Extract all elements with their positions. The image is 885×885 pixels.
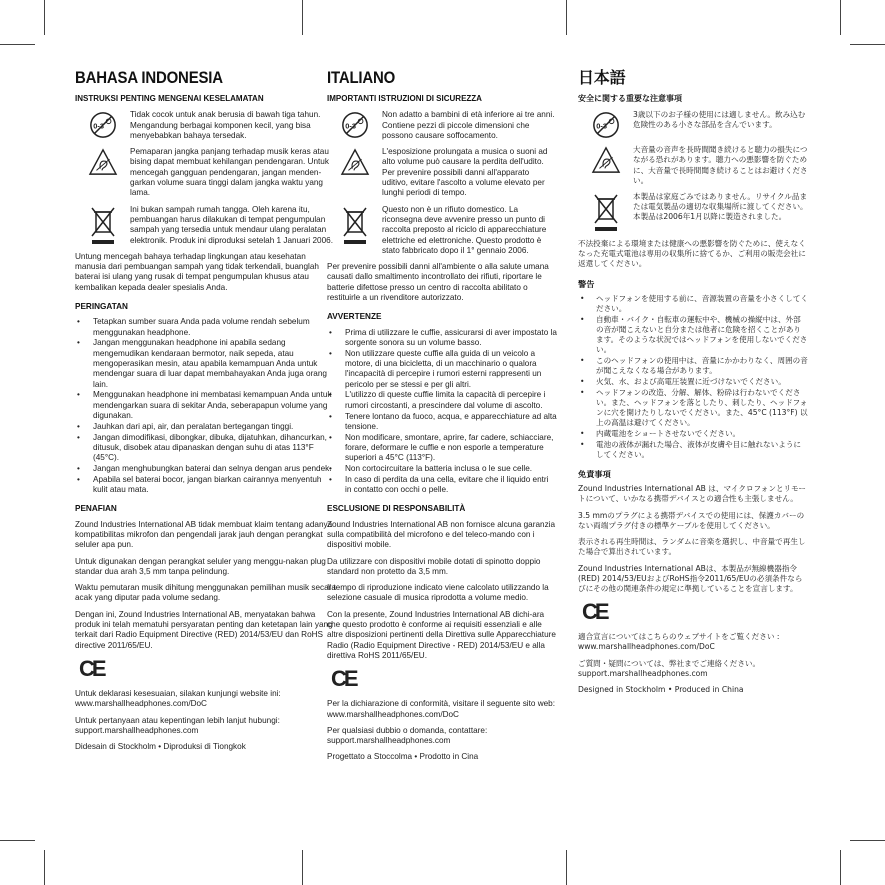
- disclaimer-paragraph: Zound Industries International AB non fornisce alcuna garanzia sulla compatibilità del microfono e del teleco-mando con i dispositivi mobile.: [327, 519, 556, 550]
- list-item: • Non utilizzare queste cuffie alla guida di un veicolo a motore, di una bicicletta, di un macchinario o qualora l'incapacità di percepire i rumori esterni rappresenti un pericolo per se stessi e per gli altri.: [327, 349, 557, 390]
- warnings-heading: AVVERTENZE: [327, 312, 382, 322]
- crop-mark: [0, 44, 35, 45]
- svg-text:0-3: 0-3: [344, 121, 356, 131]
- icon-row-hearing: [327, 147, 557, 198]
- disclaimer-paragraph: Zound Industries International ABは、本製品が無線機器指令 (RED) 2014/53/EUおよびRoHS指令2011/65/EUの必須条件ならびにその他の関連条件の規定に準拠していることを宣言します。: [578, 563, 803, 593]
- origin-line: Progettato a Stoccolma • Prodotto in Cina: [327, 752, 479, 762]
- disclaimer-paragraph: Untuk digunakan dengan perangkat seluler yang menggu-nakan plug standar dua arah 3,5 mm tanpa pelindung.: [75, 556, 326, 576]
- list-item: • In caso di perdita da una cella, evitare che il liquido entri in contatto con occhi o pelle.: [327, 475, 557, 496]
- list-item: • Jangan dimodifikasi, dibongkar, dibuka, dijatuhkan, dihancurkan, ditusuk, disobek atau dipanaskan dengan suhu di atas 113°F (45°C).: [75, 433, 337, 464]
- disclaimer-paragraph: Il tempo di riproduzione indicato viene calcolato utilizzando la selezione casuale di musica riprodotta a volume medio.: [327, 583, 549, 603]
- origin-line: Didesain di Stockholm • Diproduksi di Tiongkok: [75, 742, 246, 752]
- crop-mark: [44, 0, 45, 35]
- list-item: • Jangan menghubungkan baterai dan selnya dengan arus pendek.: [75, 464, 337, 474]
- disclaimer-paragraph: Dengan ini, Zound Industries International AB, menyatakan bahwa produk ini telah mematuhi persyaratan penting dan ketetapan lain yang terkait dari Radio Equipment Directive (RED) 2014/53/EU dan RoHS directive 2011/65/EU.: [75, 609, 333, 650]
- list-item: • Non cortocircuitare la batteria inclusa o le sue celle.: [327, 464, 557, 474]
- list-item: • ヘッドフォンの改造、分解、解体、粉砕は行わないでください。また、ヘッドフォンを落としたり、刺したり、ヘッドフォンに穴を開けたりしないでください。また、45°C (113°F) 以上の高温は避けてください。: [578, 388, 808, 429]
- icon-row-age: [327, 110, 557, 141]
- crop-mark: [850, 44, 885, 45]
- environment-paragraph: Per prevenire possibili danni all'ambiente o alla salute umana causati dallo smaltimento incontrollato dei rifiuti, riportare le batterie difettose presso un centro di raccolta abilitato o restituirle a un rivenditore autorizzato.: [327, 262, 549, 303]
- icon-row-hearing: [578, 145, 808, 186]
- environment-paragraph: Untung mencegah bahaya terhadap lingkungan atau kesehatan manusia dari pembuangan sampah yang tidak terkendali, buanglah baterai isi ulang yang rusak di tempat pengumpulan khusus atau kembalikan kepada dealer spesialis Anda.: [75, 251, 319, 292]
- age-restriction-icon: [89, 111, 117, 139]
- disclaimer-paragraph: Da utilizzare con dispositivi mobile dotati di spinotto doppio standard non protetto da 3,5 mm.: [327, 556, 541, 576]
- age-restriction-icon: [341, 111, 369, 139]
- crop-mark: [840, 850, 841, 885]
- bin-warning-text: Questo non è un rifiuto domestico. La riconsegna deve avvenire presso un punto di raccolta preposto al riciclo di apparecchiature elettriche ed elettroniche. Questo prodotto è stato fabbricato dopo il 1° gennaio 2006.: [382, 204, 547, 255]
- bin-warning-text: 本製品は家庭ごみではありません。リサイクル品または電気製品の適切な収集場所に渡してください。本製品は2006年1月以降に製造されました。: [633, 192, 808, 222]
- crop-mark: [840, 0, 841, 35]
- list-item: • Jauhkan dari api, air, dan peralatan bertegangan tinggi.: [75, 422, 337, 432]
- disclaimer-paragraph: 3.5 mmのプラグによる携帯デバイスでの使用には、保護カバーのない両端プラグ付きの標準ケーブルを使用してください。: [578, 510, 805, 530]
- list-item: • Prima di utilizzare le cuffie, assicurarsi di aver impostato la sorgente sonora su un volume basso.: [327, 328, 557, 349]
- list-item: • Menggunakan headphone ini membatasi kemampuan Anda untuk mendengarkan suara di sekitar Anda, seberapapun volume yang digunakan.: [75, 390, 337, 421]
- safety-title: INSTRUKSI PENTING MENGENAI KESELAMATAN: [75, 94, 264, 103]
- safety-title: IMPORTANTI ISTRUZIONI DI SICUREZZA: [327, 94, 482, 103]
- hearing-warning-icon: [88, 148, 118, 176]
- disclaimer-paragraph: Waktu pemutaran musik dihitung menggunakan pemilihan musik secara acak yang diputar pada volume sedang.: [75, 583, 336, 603]
- ce-mark: CE: [582, 599, 607, 625]
- icon-row-bin: [327, 205, 557, 256]
- icon-row-bin: [75, 205, 337, 246]
- support-contact: Per qualsiasi dubbio o domanda, contattare: support.marshallheadphones.com: [327, 725, 488, 746]
- ce-mark: CE: [331, 666, 356, 692]
- conformity-website: Per la dichiarazione di conformità, visitare il seguente sito web: www.marshallheadphones.com/DoC: [327, 699, 555, 719]
- disclaimer-heading: 免責事項: [578, 469, 611, 480]
- conformity-website: 適合宣言についてはこちらのウェブサイトをご覧ください : www.marshallheadphones.com/DoC: [578, 632, 780, 652]
- svg-text:0-3: 0-3: [595, 121, 607, 131]
- disclaimer-heading: ESCLUSIONE DI RESPONSABILITÀ: [327, 504, 466, 514]
- crop-mark: [302, 850, 303, 885]
- bin-warning-text: Ini bukan sampah rumah tangga. Oleh karena itu, pembuangan harus dilakukan di tempat pengumpulan sampah yang tersedia untuk mendaur ulang peralatan elektronik. Produk ini diproduksi setelah 1 Januari 2006.: [130, 204, 333, 245]
- crop-mark: [566, 850, 567, 885]
- list-item: • このヘッドフォンの使用中は、音量にかかわりなく、周囲の音が聞こえなくなる場合があります。: [578, 356, 808, 376]
- list-item: • ヘッドフォンを使用する前に、音源装置の音量を小さくしてください。: [578, 294, 808, 314]
- disclaimer-paragraph: Zound Industries International AB は、マイクロフォンとリモートについて、いかなる携帯デバイスとの適合性も主張しません。: [578, 484, 807, 504]
- disclaimer-paragraph: 表示される再生時間は、ランダムに音楽を選択し、中音量で再生した場合で算出されています。: [578, 537, 806, 557]
- list-item: • 内蔵電池をショートさせないでください。: [578, 429, 808, 439]
- column-italian: [327, 68, 557, 769]
- hearing-warning-text: Pemaparan jangka panjang terhadap musik keras atau bising dapat membuat kehilangan pendengaran. Untuk mencegah gangguan pendengaran, jangan menden-garkan volume suara tinggi dalam jangka waktu yang lama.: [130, 147, 329, 198]
- warnings-heading: 警告: [578, 278, 595, 289]
- list-item: • Tenere lontano da fuoco, acqua, e apparecchiature ad alta tensione.: [327, 412, 557, 433]
- hearing-warning-icon: [340, 148, 370, 176]
- column-japanese: [578, 68, 808, 701]
- hearing-warning-text: L'esposizione prolungata a musica o suoni ad alto volume può causare la perdita dell'udito. Per prevenire possibili danni all'apparato uditivo, evitare l'ascolto a volume elevato per lunghi periodi di tempo.: [382, 147, 548, 198]
- svg-text:0-3: 0-3: [92, 121, 104, 131]
- list-item: • 自動車・バイク・自転車の運転中や、機械の操縦中は、外部の音が聞こえないと自分または他者に危険を招くことがあります。そのような状況ではヘッドフォンを使用しないでください。: [578, 315, 808, 356]
- language-heading: ITALIANO: [327, 68, 396, 87]
- safety-title: 安全に関する重要な注意事項: [578, 94, 682, 103]
- icon-row-bin: [578, 192, 808, 233]
- crop-mark: [302, 0, 303, 35]
- disclaimer-paragraph: Zound Industries International AB tidak membuat klaim tentang adanya kompatibilitas mikrofon dan pengendali jarak jauh dengan perangkat seluler apa pun.: [75, 519, 333, 550]
- disclaimer-paragraph: Con la presente, Zound Industries International AB dichi-ara che questo prodotto è conforme ai requisiti essenziali e alle altre disposizioni pertinenti della Direttiva sulle Apparecchiature Radio (Radio Equipment Directive - RED) 2014/53/EU e alla direttiva RoHS 2011/65/EU.: [327, 609, 556, 660]
- hearing-warning-icon: [591, 146, 621, 174]
- crop-mark: [0, 840, 35, 841]
- crossed-bin-icon: [340, 206, 370, 246]
- origin-line: Designed in Stockholm • Produced in China: [578, 684, 744, 694]
- disclaimer-heading: PENAFIAN: [75, 504, 117, 514]
- crossed-bin-icon: [591, 193, 621, 233]
- language-heading: 日本語: [578, 68, 626, 87]
- warnings-list: [75, 317, 337, 495]
- language-heading: BAHASA INDONESIA: [75, 68, 223, 87]
- crossed-bin-icon: [88, 206, 118, 246]
- list-item: • 火気、水、および高電圧装置に近づけないでください。: [578, 377, 808, 387]
- crop-mark: [850, 840, 885, 841]
- environment-paragraph: 不法投棄による環境または健康への悪影響を防ぐために、使えなくなった充電式電池は専用の収集所に捨てるか、ご利用の販売会社に返還してください。: [578, 239, 806, 269]
- age-warning-text: 3歳以下のお子様の使用には適しません。飲み込む危険性のある小さな部品を含んでいます。: [633, 110, 806, 130]
- crop-mark: [566, 0, 567, 35]
- age-warning-text: Tidak cocok untuk anak berusia di bawah tiga tahun. Mengandung berbagai komponen kecil, yang bisa menyebabkan bahaya tersedak.: [130, 110, 321, 140]
- icon-row-hearing: [75, 147, 337, 198]
- list-item: • L'utilizzo di queste cuffie limita la capacità di percepire i rumori circostanti, a prescindere dal volume di ascolto.: [327, 390, 557, 411]
- column-indonesian: [75, 68, 337, 758]
- age-warning-text: Non adatto a bambini di età inferiore ai tre anni. Contiene pezzi di piccole dimensioni che possono causare soffocamento.: [382, 110, 555, 140]
- icon-row-age: [75, 110, 337, 141]
- support-contact: ご質問・疑問については、弊社までご連絡ください。support.marshallheadphones.com: [578, 658, 761, 678]
- icon-row-age: [578, 110, 808, 139]
- warnings-list: [327, 328, 557, 496]
- list-item: • Jangan menggunakan headphone ini apabila sedang mengemudikan kendaraan bermotor, naik sepeda, atau mengoperasikan mesin, atau apabila kemampuan Anda untuk mendengar suara di luar dapat membahayakan Anda juga orang lain.: [75, 338, 337, 389]
- crop-mark: [44, 850, 45, 885]
- conformity-website: Untuk deklarasi kesesuaian, silakan kunjungi website ini: www.marshallheadphones.com/DoC: [75, 688, 281, 709]
- support-contact: Untuk pertanyaan atau kepentingan lebih lanjut hubungi: support.marshallheadphones.com: [75, 715, 280, 735]
- age-restriction-icon: [592, 111, 620, 139]
- list-item: • Tetapkan sumber suara Anda pada volume rendah sebelum menggunakan headphone.: [75, 317, 337, 338]
- list-item: • Non modificare, smontare, aprire, far cadere, schiacciare, forare, deformare le cuffie e non esporle a temperature superiori a 45°C (113°F).: [327, 433, 557, 464]
- list-item: • Apabila sel baterai bocor, jangan biarkan cairannya menyentuh kulit atau mata.: [75, 475, 337, 496]
- warnings-heading: PERINGATAN: [75, 302, 128, 312]
- list-item: • 電池の液体が漏れた場合、液体が皮膚や目に触れないようにしてください。: [578, 440, 808, 460]
- warnings-list: [578, 294, 808, 460]
- hearing-warning-text: 大音量の音声を長時間聞き続けると聴力の損失につながる恐れがあります。聴力への悪影響を防ぐために、大音量で長時間聞き続けることはお避けください。: [633, 145, 808, 185]
- ce-mark: CE: [79, 655, 104, 681]
